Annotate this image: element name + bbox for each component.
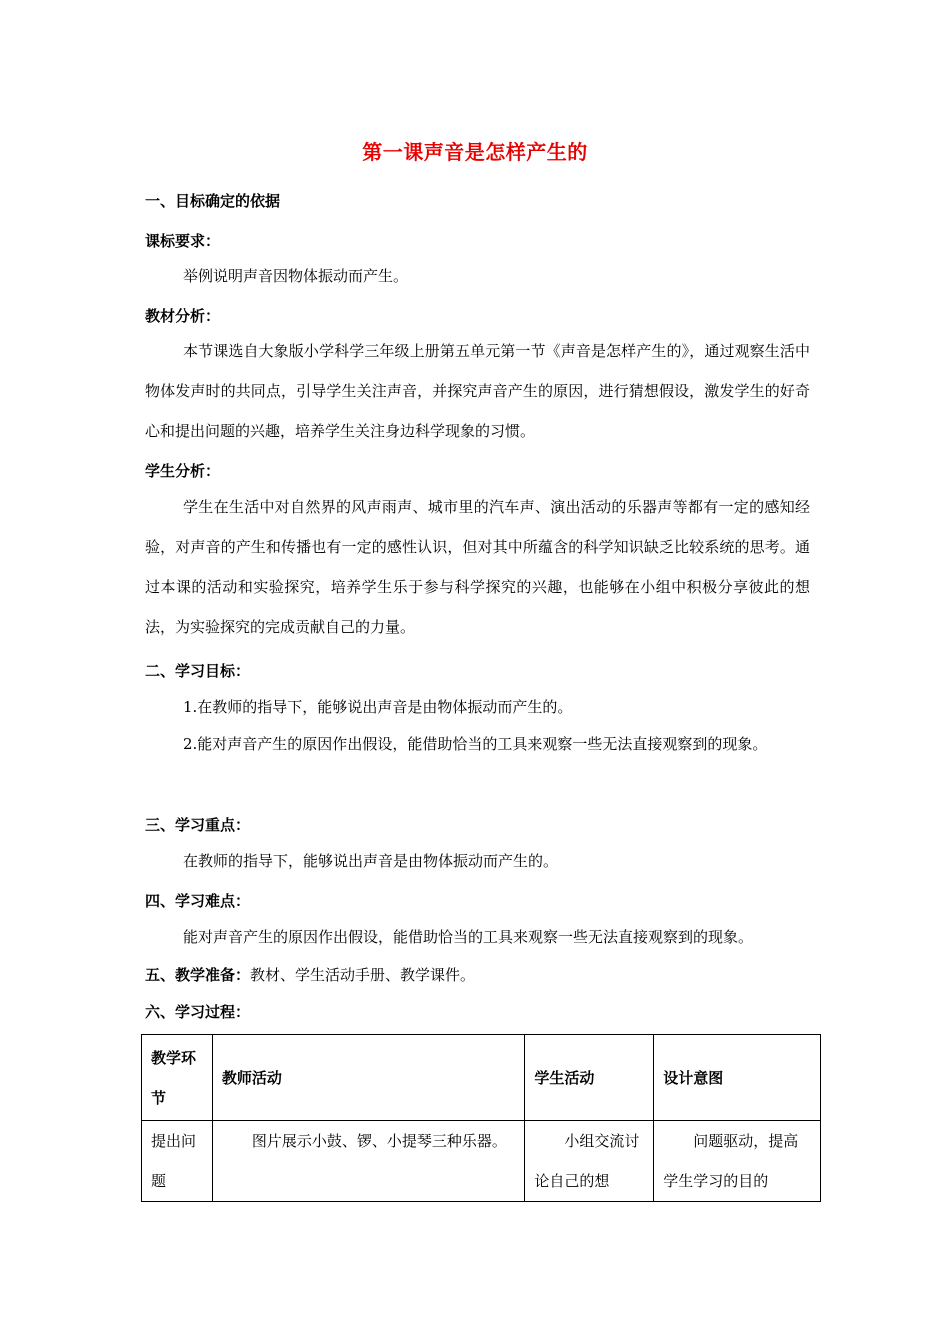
xuesheng-label: 学生分析：: [145, 462, 221, 480]
xuesheng-paragraph: 学生在生活中对自然界的风声雨声、城市里的汽车声、演出活动的乐器声等都有一定的感知经验，对声音的产生和传播也有一定的感性认识，但对其中所蕴含的科学知识缺乏比较系统的思考。通过本课的活动和实验探究，培养学生乐于参与科学探究的兴趣，也能够在小组中积极分享彼此的想法，为实验探究的完成贡献自己的力量。: [145, 498, 810, 636]
section-1-heading: 一、目标确定的依据: [145, 192, 281, 210]
cell-stage: 提出问题: [142, 1121, 213, 1202]
section-3-heading: 三、学习重点：: [145, 816, 251, 834]
table-row: [142, 1121, 821, 1202]
header-stage: 教学环节: [142, 1035, 213, 1121]
table-header-row: [142, 1035, 821, 1121]
header-teacher-activity: 教师活动: [212, 1035, 524, 1121]
section-4-heading: 四、学习难点：: [145, 892, 251, 910]
kebiao-text: 举例说明声音因物体振动而产生。: [183, 267, 409, 285]
section-5-label: 五、教学准备：: [145, 966, 251, 984]
header-design-intent: 设计意图: [654, 1035, 821, 1121]
header-student-activity: 学生活动: [525, 1035, 654, 1121]
section-5-heading: [145, 964, 475, 985]
objective-1: 1.在教师的指导下，能够说出声音是由物体振动而产生的。: [183, 698, 573, 716]
cell-teacher-activity: 图片展示小鼓、锣、小提琴三种乐器。: [212, 1121, 524, 1202]
key-point-text: 在教师的指导下，能够说出声音是由物体振动而产生的。: [183, 852, 559, 870]
lesson-process-table: [141, 1034, 821, 1202]
objective-2: 2.能对声音产生的原因作出假设，能借助恰当的工具来观察一些无法直接观察到的现象。: [183, 735, 768, 753]
document-title: 第一课声音是怎样产生的: [362, 140, 588, 164]
kebiao-label: 课标要求：: [145, 232, 221, 250]
section-6-heading: 六、学习过程：: [145, 1003, 251, 1021]
preparation-text: 教材、学生活动手册、教学课件。: [250, 966, 476, 984]
cell-student-activity: 小组交流讨论自己的想: [525, 1121, 654, 1202]
jiaocai-paragraph: 本节课选自大象版小学科学三年级上册第五单元第一节《声音是怎样产生的》，通过观察生活中物体发声时的共同点，引导学生关注声音，并探究声音产生的原因，进行猜想假设，激发学生的好奇心和提出问题的兴趣，培养学生关注身边科学现象的习惯。: [145, 342, 810, 440]
jiaocai-label: 教材分析：: [145, 307, 221, 325]
section-2-heading: 二、学习目标：: [145, 662, 251, 680]
cell-design-intent: 问题驱动，提高学生学习的目的: [654, 1121, 821, 1202]
difficulty-text: 能对声音产生的原因作出假设，能借助恰当的工具来观察一些无法直接观察到的现象。: [183, 928, 754, 946]
